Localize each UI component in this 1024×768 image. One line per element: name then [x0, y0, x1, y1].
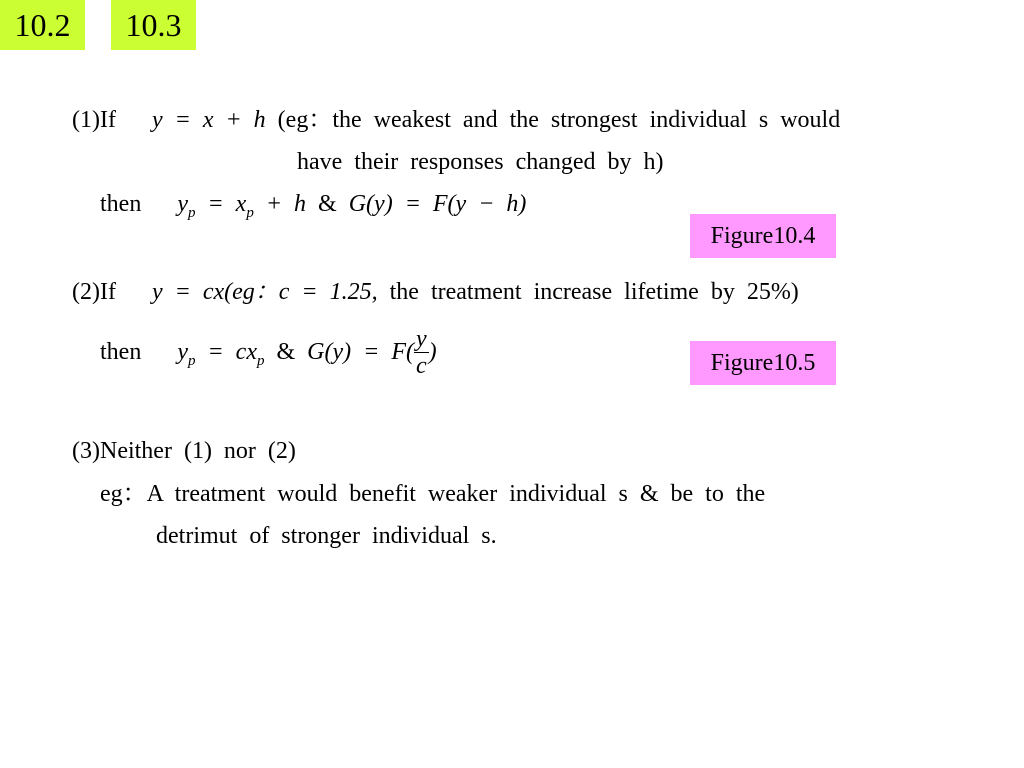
case1-then: then — [100, 191, 142, 217]
case1-xp: = $x_p$ — [207, 191, 254, 221]
figure-10-4-link[interactable]: Figure10.4 — [690, 214, 836, 258]
case3-example: eg：A treatment would benefit weaker individual s & be to the — [100, 481, 766, 507]
case2-amp: & — [276, 339, 296, 365]
case1-result — [100, 190, 526, 227]
case2-prefix: (2)If — [72, 279, 116, 305]
case1-plus-h: + h — [265, 191, 307, 217]
case2-explanation: the treatment increase lifetime by 25%) — [389, 279, 799, 305]
y-over-c-fraction: $\frac{y}{c}$ — [415, 325, 427, 379]
case1-explanation: (eg：the weakest and the strongest individual s would — [277, 107, 841, 133]
case3-heading: (3)Neither (1) nor (2) — [72, 438, 296, 464]
case1-prefix: (1)If — [72, 107, 116, 133]
case1-continuation: have their responses changed by h) — [297, 149, 664, 175]
case2-equation: y = cx(eg：c = 1.25, — [151, 279, 378, 305]
figure-10-5-link[interactable]: Figure10.5 — [690, 341, 836, 385]
case2-distribution: G(y) = F( $\frac{y}{c}$ ) — [307, 325, 437, 379]
case1-yp: $y_p$ — [177, 191, 196, 221]
next-section-button[interactable]: 10.3 — [111, 0, 196, 50]
case1-equation: y = x + h — [151, 107, 266, 133]
case2-result — [100, 322, 437, 391]
case1-amp: & — [318, 191, 337, 217]
prev-section-button[interactable]: 10.2 — [0, 0, 85, 50]
case2-line — [72, 278, 799, 306]
case2-yp: $y_p$ — [177, 339, 196, 369]
case1-line — [72, 106, 840, 134]
case2-cxp: = $cx_p$ — [207, 339, 265, 369]
case2-then: then — [100, 339, 142, 365]
case1-distribution: G(y) = F(y − h) — [348, 191, 527, 217]
case3-continuation: detrimut of stronger individual s. — [156, 523, 497, 549]
